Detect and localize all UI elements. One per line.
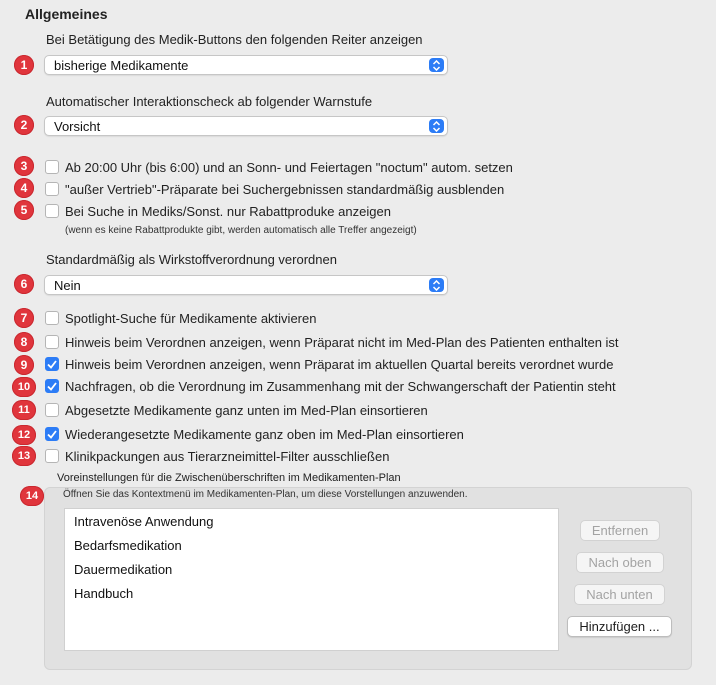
section-title: Allgemeines: [25, 6, 108, 22]
list-item[interactable]: Bedarfsmedikation: [74, 538, 182, 553]
chevron-up-down-icon: [429, 119, 444, 133]
badge-6: 6: [14, 274, 34, 294]
abgesetzte-label: Abgesetzte Medikamente ganz unten im Med-Plan einsortieren: [65, 403, 428, 418]
interaction-label: Automatischer Interaktionscheck ab folgender Warnstufe: [46, 94, 373, 109]
wirkstoff-label: Standardmäßig als Wirkstoffverordnung verordnen: [46, 252, 337, 267]
klinikpackungen-checkbox[interactable]: [45, 449, 59, 463]
spotlight-label: Spotlight-Suche für Medikamente aktivieren: [65, 311, 317, 326]
ausser-vertrieb-label: "außer Vertrieb"-Präparate bei Suchergebnissen standardmäßig ausblenden: [65, 182, 505, 197]
badge-3: 3: [14, 156, 34, 176]
subheadings-title: Voreinstellungen für die Zwischenüberschriften im Medikamenten-Plan: [57, 472, 401, 484]
noctum-label: Ab 20:00 Uhr (bis 6:00) und an Sonn- und Feiertagen "noctum" autom. setzen: [65, 160, 513, 175]
add-button[interactable]: Hinzufügen ...: [567, 616, 672, 637]
subheadings-list[interactable]: [64, 508, 559, 651]
list-item[interactable]: Intravenöse Anwendung: [74, 514, 214, 529]
interaction-select-value: Vorsicht: [54, 119, 101, 134]
checkmark-icon: [47, 430, 57, 439]
ausser-vertrieb-checkbox[interactable]: [45, 182, 59, 196]
wirkstoff-select[interactable]: [44, 275, 448, 295]
checkmark-icon: [47, 360, 57, 369]
rabatt-checkbox[interactable]: [45, 204, 59, 218]
badge-10: 10: [12, 377, 36, 397]
badge-11: 11: [12, 400, 36, 420]
rabatt-note: (wenn es keine Rabattprodukte gibt, werden automatisch alle Treffer angezeigt): [65, 225, 417, 236]
subheadings-hint: Öffnen Sie das Kontextmenü im Medikamenten-Plan, um diese Vorstellungen anzuwenden.: [63, 489, 468, 500]
wiederangesetzte-checkbox[interactable]: [45, 427, 59, 441]
badge-4: 4: [14, 178, 34, 198]
noctum-checkbox[interactable]: [45, 160, 59, 174]
badge-8: 8: [14, 332, 34, 352]
klinikpackungen-label: Klinikpackungen aus Tierarzneimittel-Filter ausschließen: [65, 449, 390, 464]
list-item[interactable]: Handbuch: [74, 586, 134, 601]
medik-button-label: Bei Betätigung des Medik-Buttons den folgenden Reiter anzeigen: [46, 32, 423, 47]
hinweis-medplan-checkbox[interactable]: [45, 335, 59, 349]
schwangerschaft-label: Nachfragen, ob die Verordnung im Zusammenhang mit der Schwangerschaft der Patientin steht: [65, 379, 616, 394]
checkmark-icon: [47, 382, 57, 391]
badge-13: 13: [12, 446, 36, 466]
schwangerschaft-checkbox[interactable]: [45, 379, 59, 393]
badge-9: 9: [14, 355, 34, 375]
chevron-up-down-icon: [429, 278, 444, 292]
wirkstoff-select-value: Nein: [54, 278, 81, 293]
move-down-button[interactable]: Nach unten: [574, 584, 665, 605]
rabatt-label: Bei Suche in Mediks/Sonst. nur Rabattproduke anzeigen: [65, 204, 391, 219]
medik-button-select[interactable]: [44, 55, 448, 75]
medik-button-select-value: bisherige Medikamente: [54, 58, 189, 73]
move-up-button[interactable]: Nach oben: [576, 552, 664, 573]
badge-2: 2: [14, 115, 34, 135]
spotlight-checkbox[interactable]: [45, 311, 59, 325]
abgesetzte-checkbox[interactable]: [45, 403, 59, 417]
wiederangesetzte-label: Wiederangesetzte Medikamente ganz oben im Med-Plan einsortieren: [65, 427, 464, 442]
badge-5: 5: [14, 200, 34, 220]
hinweis-medplan-label: Hinweis beim Verordnen anzeigen, wenn Präparat nicht im Med-Plan des Patienten enthalten ist: [65, 335, 619, 350]
interaction-select[interactable]: [44, 116, 448, 136]
list-item[interactable]: Dauermedikation: [74, 562, 173, 577]
chevron-up-down-icon: [429, 58, 444, 72]
badge-14: 14: [20, 486, 44, 506]
remove-button[interactable]: Entfernen: [580, 520, 660, 541]
badge-12: 12: [12, 425, 36, 445]
badge-1: 1: [14, 55, 34, 75]
badge-7: 7: [14, 308, 34, 328]
hinweis-quartal-label: Hinweis beim Verordnen anzeigen, wenn Präparat im aktuellen Quartal bereits verordnet wurde: [65, 357, 614, 372]
hinweis-quartal-checkbox[interactable]: [45, 357, 59, 371]
